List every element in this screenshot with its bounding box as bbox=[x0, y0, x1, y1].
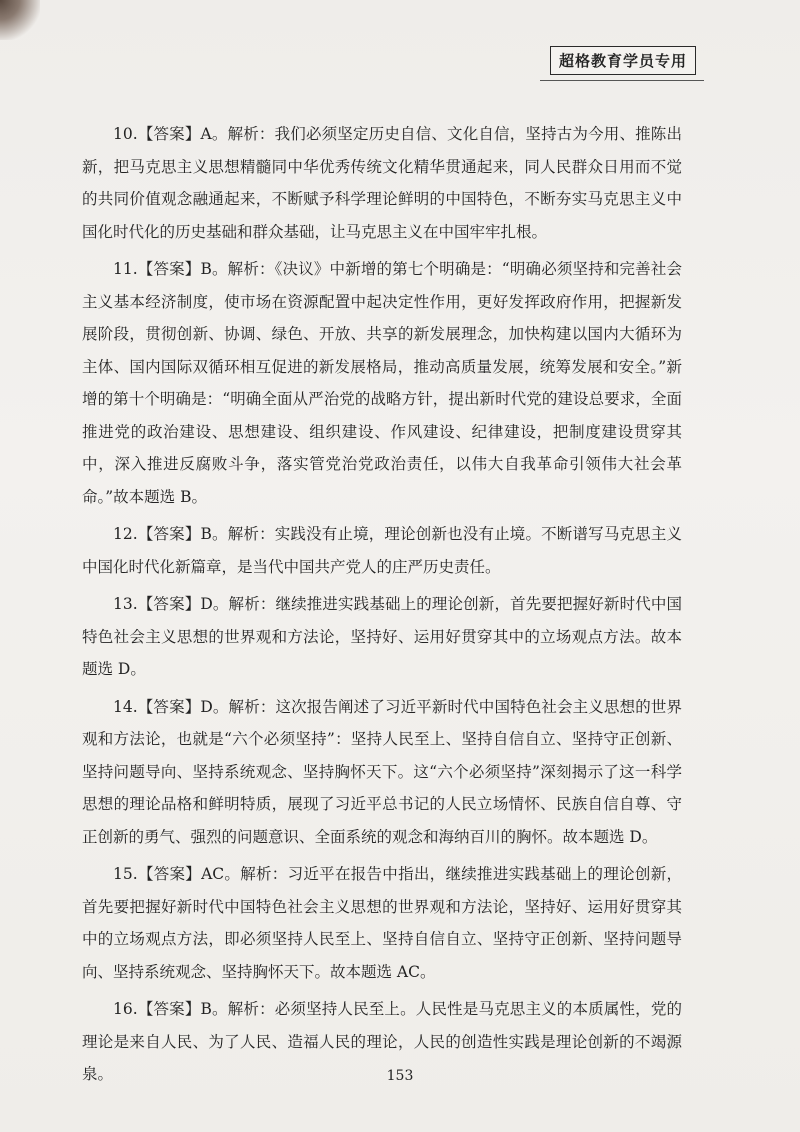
header-badge: 超格教育学员专用 bbox=[550, 46, 696, 75]
header-rule bbox=[540, 80, 704, 81]
answer-16: 16.【答案】B。解析：必须坚持人民至上。人民性是马克思主义的本质属性，党的理论是来自人民、为了人民、造福人民的理论，人民的创造性实践是理论创新的不竭源泉。 bbox=[82, 1000, 682, 1083]
scan-corner-shadow bbox=[0, 0, 40, 40]
answer-14: 14.【答案】D。解析：这次报告阐述了习近平新时代中国特色社会主义思想的世界观和方法论，也就是“六个必须坚持”：坚持人民至上、坚持自信自立、坚持守正创新、坚持问题导向、坚持系统观念、坚持胸怀天下。这“六个必须坚持”深刻揭示了这一科学思想的理论品格和鲜明特质，展现了习近平总书记的人民立场情怀、民族自信自尊、守正创新的勇气、强烈的问题意识、全面系统的观念和海纳百川的胸怀。故本题选 D。 bbox=[82, 697, 682, 846]
answer-11: 11.【答案】B。解析：《决议》中新增的第七个明确是：“明确必须坚持和完善社会主义基本经济制度，使市场在资源配置中起决定性作用，更好发挥政府作用，把握新发展阶段，贯彻创新、协调、绿色、开放、共享的新发展理念，加快构建以国内大循环为主体、国内国际双循环相互促进的新发展格局，推动高质量发展，统筹发展和安全。”新增的第十个明确是：“明确全面从严治党的战略方针，提出新时代党的建设总要求，全面推进党的政治建设、思想建设、组织建设、作风建设、纪律建设，把制度建设贯穿其中，深入推进反腐败斗争，落实管党治党政治责任，以伟大自我革命引领伟大社会革命。”故本题选 B。 bbox=[82, 260, 682, 506]
answer-10: 10.【答案】A。解析：我们必须坚定历史自信、文化自信，坚持古为今用、推陈出新，把马克思主义思想精髓同中华优秀传统文化精华贯通起来，同人民群众日用而不觉的共同价值观念融通起来，不断赋予科学理论鲜明的中国特色，不断夯实马克思主义中国化时代化的历史基础和群众基础，让马克思主义在中国牢牢扎根。 bbox=[82, 125, 682, 241]
answer-12: 12.【答案】B。解析：实践没有止境，理论创新也没有止境。不断谱写马克思主义中国化时代化新篇章，是当代中国共产党人的庄严历史责任。 bbox=[82, 525, 682, 576]
answer-content bbox=[82, 118, 682, 1096]
answer-15: 15.【答案】AC。解析：习近平在报告中指出，继续推进实践基础上的理论创新，首先要把握好新时代中国特色社会主义思想的世界观和方法论，坚持好、运用好贯穿其中的立场观点方法，即必须坚持人民至上、坚持自信自立、坚持守正创新、坚持问题导向、坚持系统观念、坚持胸怀天下。故本题选 AC。 bbox=[82, 865, 682, 981]
page-number: 153 bbox=[386, 1068, 414, 1084]
answer-13: 13.【答案】D。解析：继续推进实践基础上的理论创新，首先要把握好新时代中国特色社会主义思想的世界观和方法论，坚持好、运用好贯穿其中的立场观点方法。故本题选 D。 bbox=[82, 595, 682, 678]
